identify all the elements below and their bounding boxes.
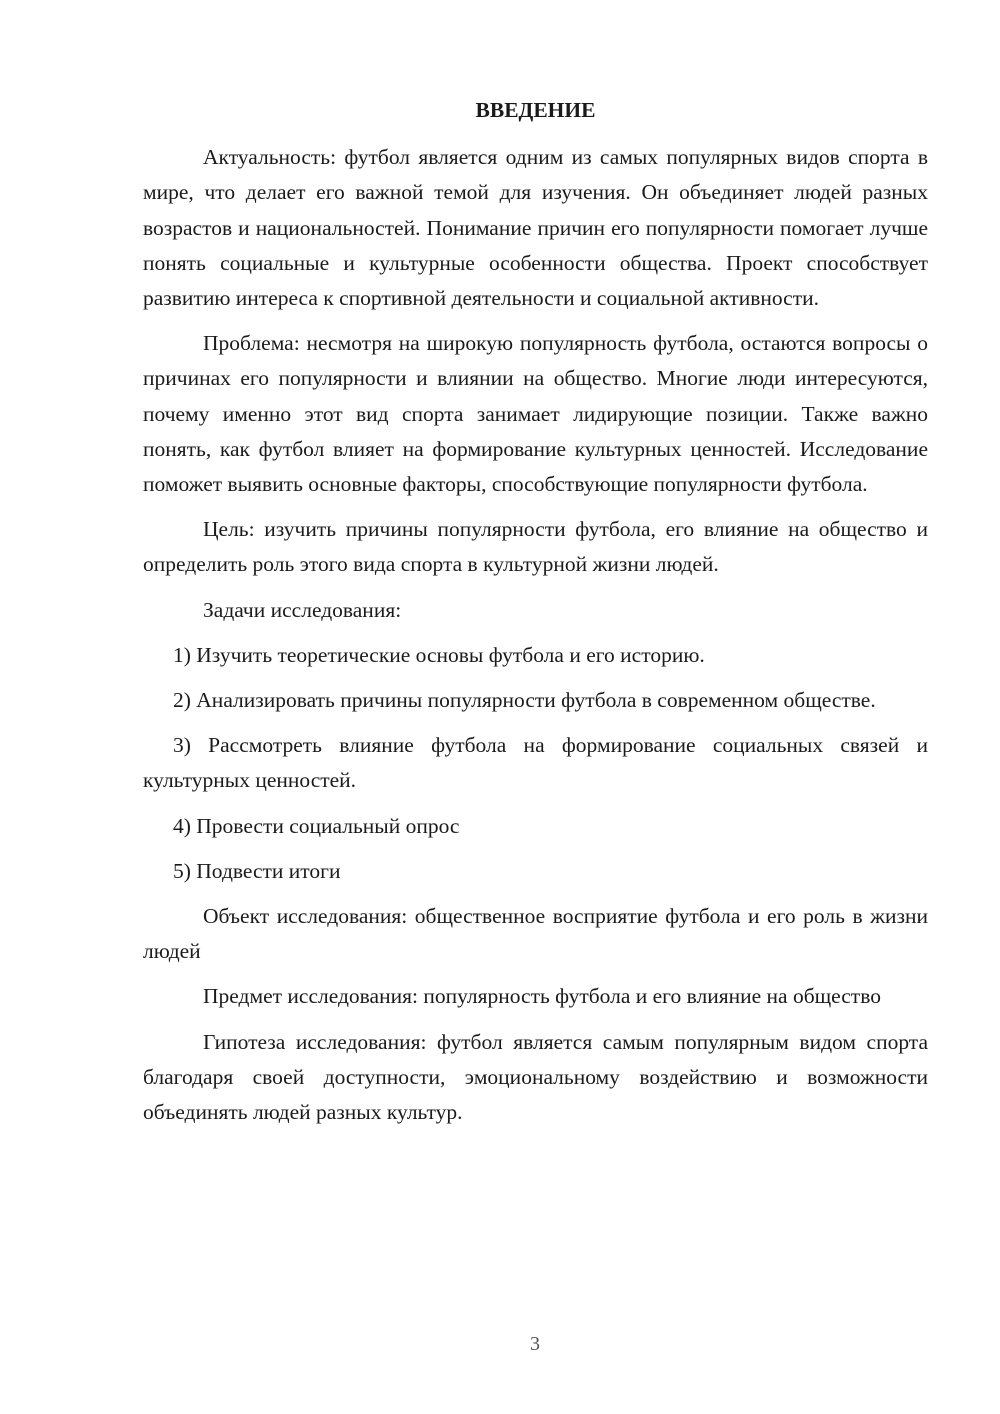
subject-paragraph: Предмет исследования: популярность футбола и его влияние на общество [203, 984, 881, 1009]
page-content [143, 93, 928, 1140]
task-item: 2) Анализировать причины популярности футбола в современном обществе. [173, 688, 876, 713]
task-item: 4) Провести социальный опрос [173, 813, 460, 838]
task-item: 3) Рассмотреть влияние футбола на формирование социальных связей и культурных ценностей. [143, 733, 928, 793]
hypothesis-paragraph: Гипотеза исследования: футбол является самым популярным видом спорта благодаря своей доступности, эмоциональному воздействию и возможности объединять людей разных культур. [143, 1029, 928, 1125]
task-item: 5) Подвести итоги [173, 858, 341, 883]
relevance-paragraph: Актуальность: футбол является одним из самых популярных видов спорта в мире, что делает его важной темой для изучения. Он объединяет людей разных возрастов и национальностей. Понимание причин его популярности помогает лучше понять социальные и культурные особенности общества. Проект способствует развитию интереса к спортивной деятельности и социальной активности. [143, 145, 928, 311]
task-item: 1) Изучить теоретические основы футбола и его историю. [173, 642, 705, 667]
goal-paragraph: Цель: изучить причины популярности футбола, его влияние на общество и определить роль этого вида спорта в культурной жизни людей. [143, 517, 928, 577]
problem-paragraph: Проблема: несмотря на широкую популярность футбола, остаются вопросы о причинах его популярности и влиянии на общество. Многие люди интересуются, почему именно этот вид спорта занимает лидирующие позиции. Также важно понять, как футбол влияет на формирование культурных ценностей. Исследование поможет выявить основные факторы, способствующие популярности футбола. [143, 331, 928, 497]
tasks-heading: Задачи исследования: [203, 597, 402, 622]
section-title: ВВЕДЕНИЕ [475, 98, 596, 122]
page-number: 3 [530, 1333, 540, 1355]
object-paragraph: Объект исследования: общественное восприятие футбола и его роль в жизни людей [143, 904, 928, 964]
